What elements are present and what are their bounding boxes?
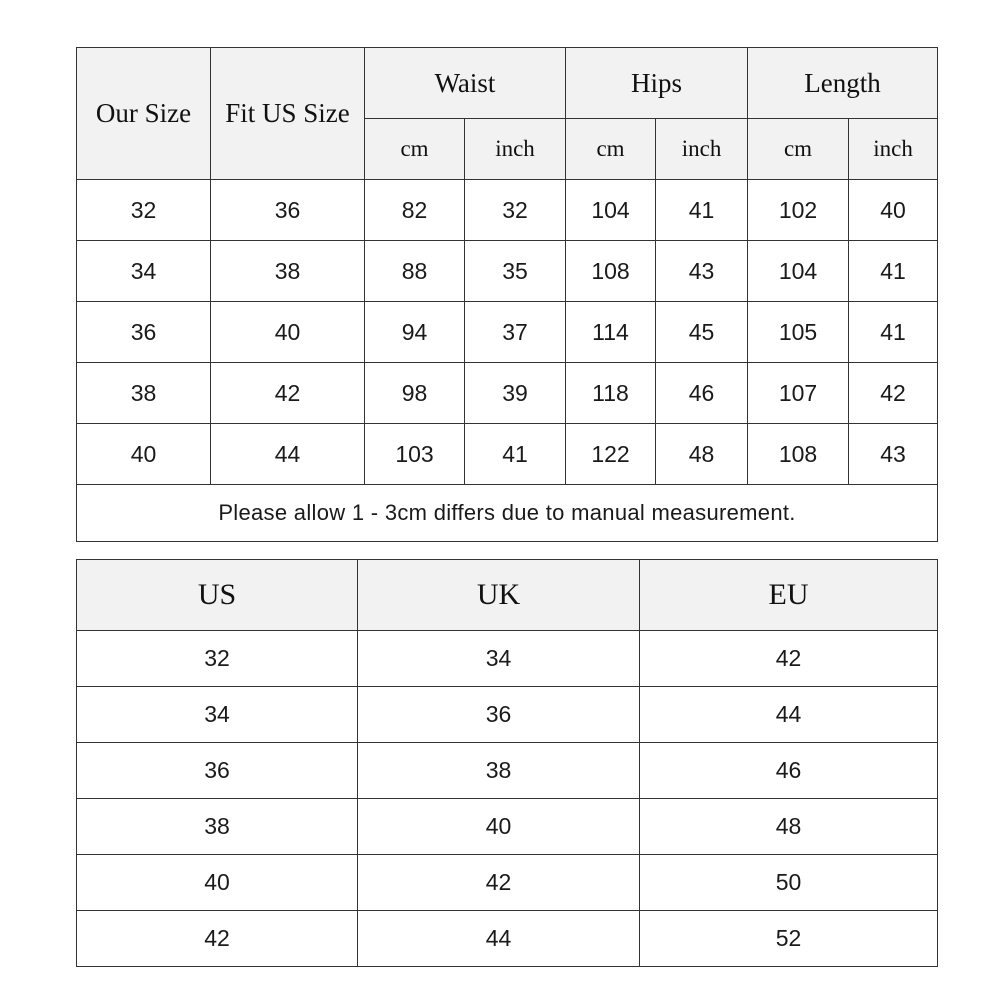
table-cell: 104 [566, 180, 656, 241]
size-chart-table [76, 47, 938, 542]
table-cell: 43 [656, 241, 748, 302]
fit-us-size-header: Fit US Size [211, 48, 365, 180]
table-cell: 40 [849, 180, 938, 241]
table-cell: 41 [465, 424, 566, 485]
eu-header: EU [640, 560, 938, 631]
table-cell: 38 [77, 799, 358, 855]
table-cell: 42 [849, 363, 938, 424]
table-cell: 46 [640, 743, 938, 799]
table-cell: 46 [656, 363, 748, 424]
waist-header: Waist [365, 48, 566, 119]
table-cell: 38 [77, 363, 211, 424]
table-cell: 114 [566, 302, 656, 363]
table-cell: 42 [211, 363, 365, 424]
table-cell: 36 [211, 180, 365, 241]
table-cell: 41 [849, 241, 938, 302]
table-cell: 40 [77, 424, 211, 485]
length-header: Length [748, 48, 938, 119]
size-conversion-table [76, 559, 938, 967]
size-row [77, 241, 938, 302]
table-cell: 41 [656, 180, 748, 241]
table-cell: 52 [640, 911, 938, 967]
table-cell: 48 [656, 424, 748, 485]
table-cell: 122 [566, 424, 656, 485]
size-header-row [77, 48, 938, 119]
table-cell: 42 [358, 855, 640, 911]
table-cell: 40 [77, 855, 358, 911]
conversion-row [77, 911, 938, 967]
table-cell: 36 [77, 302, 211, 363]
table-cell: 45 [656, 302, 748, 363]
length-cm-header: cm [748, 119, 849, 180]
table-cell: 103 [365, 424, 465, 485]
table-cell: 94 [365, 302, 465, 363]
table-cell: 36 [77, 743, 358, 799]
hips-header: Hips [566, 48, 748, 119]
conversion-row [77, 687, 938, 743]
table-cell: 34 [77, 687, 358, 743]
table-cell: 108 [748, 424, 849, 485]
table-cell: 34 [358, 631, 640, 687]
table-cell: 41 [849, 302, 938, 363]
table-cell: 105 [748, 302, 849, 363]
length-inch-header: inch [849, 119, 938, 180]
table-cell: 44 [211, 424, 365, 485]
table-cell: 38 [211, 241, 365, 302]
table-cell: 108 [566, 241, 656, 302]
measurement-note-row [77, 485, 938, 542]
table-cell: 38 [358, 743, 640, 799]
table-cell: 34 [77, 241, 211, 302]
table-cell: 48 [640, 799, 938, 855]
conversion-header-row [77, 560, 938, 631]
hips-inch-header: inch [656, 119, 748, 180]
conversion-row [77, 631, 938, 687]
table-cell: 42 [77, 911, 358, 967]
table-cell: 39 [465, 363, 566, 424]
table-cell: 98 [365, 363, 465, 424]
size-row [77, 302, 938, 363]
table-cell: 82 [365, 180, 465, 241]
table-cell: 40 [211, 302, 365, 363]
waist-inch-header: inch [465, 119, 566, 180]
table-cell: 44 [640, 687, 938, 743]
table-cell: 50 [640, 855, 938, 911]
our-size-header: Our Size [77, 48, 211, 180]
conversion-row [77, 799, 938, 855]
table-cell: 102 [748, 180, 849, 241]
table-cell: 42 [640, 631, 938, 687]
table-cell: 104 [748, 241, 849, 302]
size-row [77, 363, 938, 424]
table-cell: 37 [465, 302, 566, 363]
uk-header: UK [358, 560, 640, 631]
size-row [77, 180, 938, 241]
measurement-note: Please allow 1 - 3cm differs due to manual measurement. [77, 485, 938, 542]
table-cell: 35 [465, 241, 566, 302]
conversion-row [77, 855, 938, 911]
table-cell: 40 [358, 799, 640, 855]
table-cell: 32 [77, 180, 211, 241]
table-cell: 32 [77, 631, 358, 687]
hips-cm-header: cm [566, 119, 656, 180]
table-cell: 107 [748, 363, 849, 424]
table-cell: 43 [849, 424, 938, 485]
size-row [77, 424, 938, 485]
table-cell: 32 [465, 180, 566, 241]
table-cell: 88 [365, 241, 465, 302]
waist-cm-header: cm [365, 119, 465, 180]
us-header: US [77, 560, 358, 631]
table-cell: 36 [358, 687, 640, 743]
table-cell: 44 [358, 911, 640, 967]
conversion-row [77, 743, 938, 799]
table-cell: 118 [566, 363, 656, 424]
